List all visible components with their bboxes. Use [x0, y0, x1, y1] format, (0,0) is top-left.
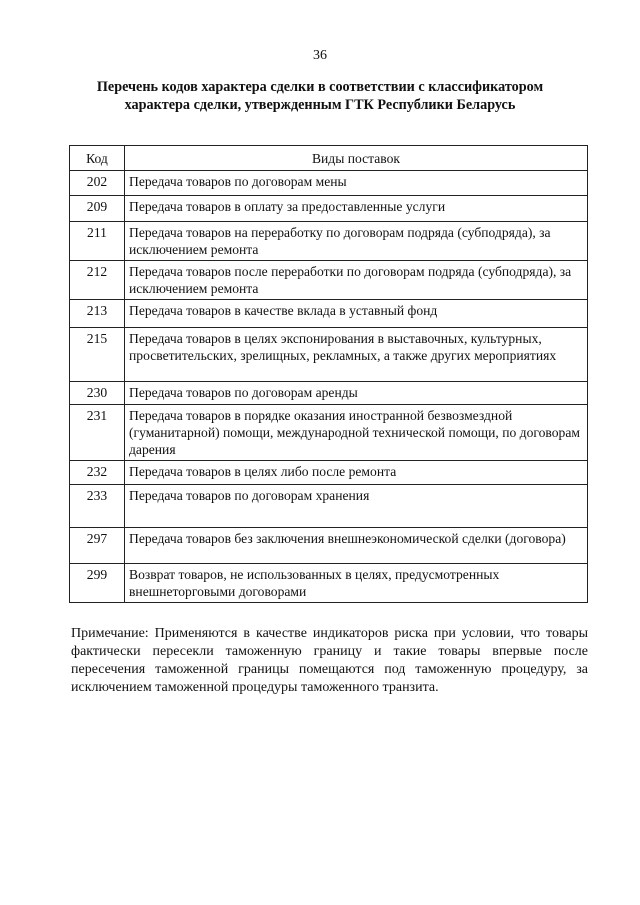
code-cell: 213 [70, 300, 125, 328]
description-cell: Передача товаров после переработки по договорам подряда (субподряда), за исключением ремонта [125, 261, 588, 300]
table-row [70, 196, 588, 222]
table-row [70, 171, 588, 196]
description-cell: Передача товаров по договорам хранения [125, 485, 588, 528]
code-cell: 215 [70, 328, 125, 382]
code-cell: 232 [70, 461, 125, 485]
description-cell: Возврат товаров, не использованных в целях, предусмотренных внешнеторговыми договорами [125, 564, 588, 603]
table-row [70, 528, 588, 564]
table-row [70, 328, 588, 382]
header-supply-types: Виды поставок [125, 146, 588, 171]
code-cell: 299 [70, 564, 125, 603]
code-cell: 212 [70, 261, 125, 300]
code-cell: 297 [70, 528, 125, 564]
description-cell: Передача товаров без заключения внешнеэкономической сделки (договора) [125, 528, 588, 564]
table-row [70, 564, 588, 603]
table-header-row [70, 146, 588, 171]
table-row [70, 485, 588, 528]
header-code: Код [70, 146, 125, 171]
code-cell: 231 [70, 405, 125, 461]
description-cell: Передача товаров по договорам мены [125, 171, 588, 196]
description-cell: Передача товаров в качестве вклада в уставный фонд [125, 300, 588, 328]
page-number: 36 [313, 48, 327, 63]
title-line-1: Перечень кодов характера сделки в соответствии с классификатором [96, 79, 544, 95]
description-cell: Передача товаров по договорам аренды [125, 382, 588, 405]
code-cell: 211 [70, 222, 125, 261]
description-cell: Передача товаров на переработку по договорам подряда (субподряда), за исключением ремонта [125, 222, 588, 261]
table-row [70, 300, 588, 328]
document-title [60, 78, 580, 114]
code-cell: 202 [70, 171, 125, 196]
description-cell: Передача товаров в целях либо после ремонта [125, 461, 588, 485]
table-row [70, 261, 588, 300]
table-row [70, 222, 588, 261]
code-cell: 209 [70, 196, 125, 222]
description-cell: Передача товаров в оплату за предоставленные услуги [125, 196, 588, 222]
table-row [70, 382, 588, 405]
table-row [70, 405, 588, 461]
description-cell: Передача товаров в порядке оказания иностранной безвозмездной (гуманитарной) помощи, международной технической помощи, по договорам дарения [125, 405, 588, 461]
footnote: Примечание: Применяются в качестве индикаторов риска при условии, что товары фактически пересекли таможенную границу и такие товары впервые после пересечения таможенной границы помещаются под таможенную процедуру, за исключением таможенной процедуры таможенного транзита. [71, 626, 588, 695]
title-line-2: характера сделки, утвержденным ГТК Республики Беларусь [124, 97, 516, 113]
description-cell: Передача товаров в целях экспонирования в выставочных, культурных, просветительских, зрелищных, рекламных, а также других мероприятиях [125, 328, 588, 382]
table-row [70, 461, 588, 485]
transaction-codes-table [69, 145, 588, 603]
code-cell: 230 [70, 382, 125, 405]
code-cell: 233 [70, 485, 125, 528]
